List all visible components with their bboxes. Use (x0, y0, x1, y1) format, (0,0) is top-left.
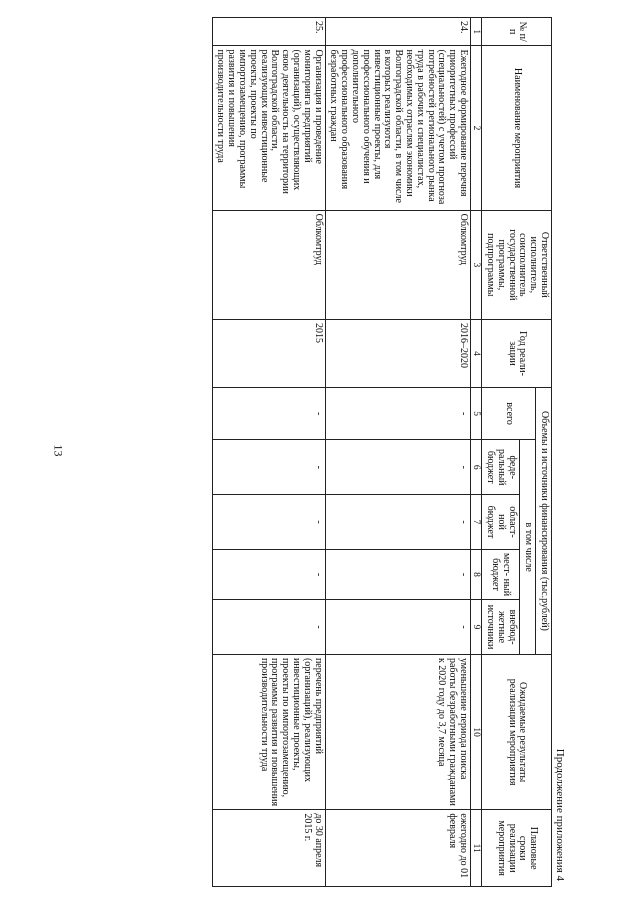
regional-value: - (325, 495, 470, 550)
responsible: Облкомтруд (212, 210, 325, 319)
header-funding: Объемы и источники финансирования (тыс.рублей) (536, 387, 552, 654)
local-value: - (212, 549, 325, 599)
header-number: № п/п (482, 18, 552, 46)
col-number-9: 9 (470, 600, 481, 655)
deadline: до 30 апреля 2015 г. (212, 810, 325, 887)
col-number-5: 5 (470, 387, 481, 440)
header-including: в том числе (519, 440, 536, 655)
header-total: всего (482, 387, 536, 440)
header-deadline: Плановые сроки реализации мероприятия (482, 810, 552, 887)
total-value: - (325, 387, 470, 440)
table-row (325, 18, 470, 887)
col-number-3: 3 (470, 210, 481, 319)
header-name: Наименование мероприятия (482, 46, 552, 210)
offbudget-value: - (325, 600, 470, 655)
col-number-1: 1 (470, 18, 481, 46)
measure-name: Организация и проведение мониторинга предприятий (организаций), осуществляющих свою деятельность на территории Волгоградской области, реализующих инвестиционные проекты, проекты по импортозамещению, программы развития и повышения производительности труда (212, 46, 325, 210)
federal-value: - (325, 440, 470, 495)
col-number-8: 8 (470, 549, 481, 599)
col-number-4: 4 (470, 320, 481, 388)
table-row (212, 18, 325, 887)
year: 2016–2020 (325, 320, 470, 388)
col-number-11: 11 (470, 810, 481, 887)
row-number: 24. (325, 18, 470, 46)
header-regional: област- ной бюджет (482, 495, 519, 550)
local-value: - (325, 549, 470, 599)
offbudget-value: - (212, 600, 325, 655)
expected-result: уменьшение периода поиска работы безработными гражданами к 2020 году до 3,7 месяца (325, 654, 470, 809)
col-number-6: 6 (470, 440, 481, 495)
header-responsible: Ответственный исполнитель, соисполнитель государственной программы, подпрограммы (482, 210, 552, 319)
header-year: Год реали- зации (482, 320, 552, 388)
expected-result: перечень предприятий (организаций), реализующих инвестиционные проекты, проекты по импортозамещению, программы развития и повышения производительности труда (212, 654, 325, 809)
row-number: 25. (212, 18, 325, 46)
measure-name: Ежегодное формирование перечня приоритетных профессий (специальностей) с учетом прогноза потребностей регионального рынка труда в рабочих и специалистах, необходимых отраслям экономики Волгоградской области, в том числе в которых реализуются инвестиционные проекты, для профессионального обучения и дополнительного профессионального образования безработных граждан (325, 46, 470, 210)
page-number: 13 (51, 444, 66, 457)
header-local: мест- ный бюджет (482, 549, 519, 599)
rotated-page (70, 17, 570, 887)
federal-value: - (212, 440, 325, 495)
header-federal: феде- ральный бюджет (482, 440, 519, 495)
year: 2015 (212, 320, 325, 388)
header-offbudget: внебюд- жетные источники (482, 600, 519, 655)
header-expected: Ожидаемые результаты реализации мероприятия (482, 654, 552, 809)
regional-value: - (212, 495, 325, 550)
col-number-7: 7 (470, 495, 481, 550)
measures-table (212, 17, 552, 887)
total-value: - (212, 387, 325, 440)
deadline: ежегодно до 01 февраля (325, 810, 470, 887)
col-number-2: 2 (470, 46, 481, 210)
responsible: Облкомтруд (325, 210, 470, 319)
col-number-10: 10 (470, 654, 481, 809)
continuation-label: Продолжение приложения 4 (554, 748, 566, 881)
